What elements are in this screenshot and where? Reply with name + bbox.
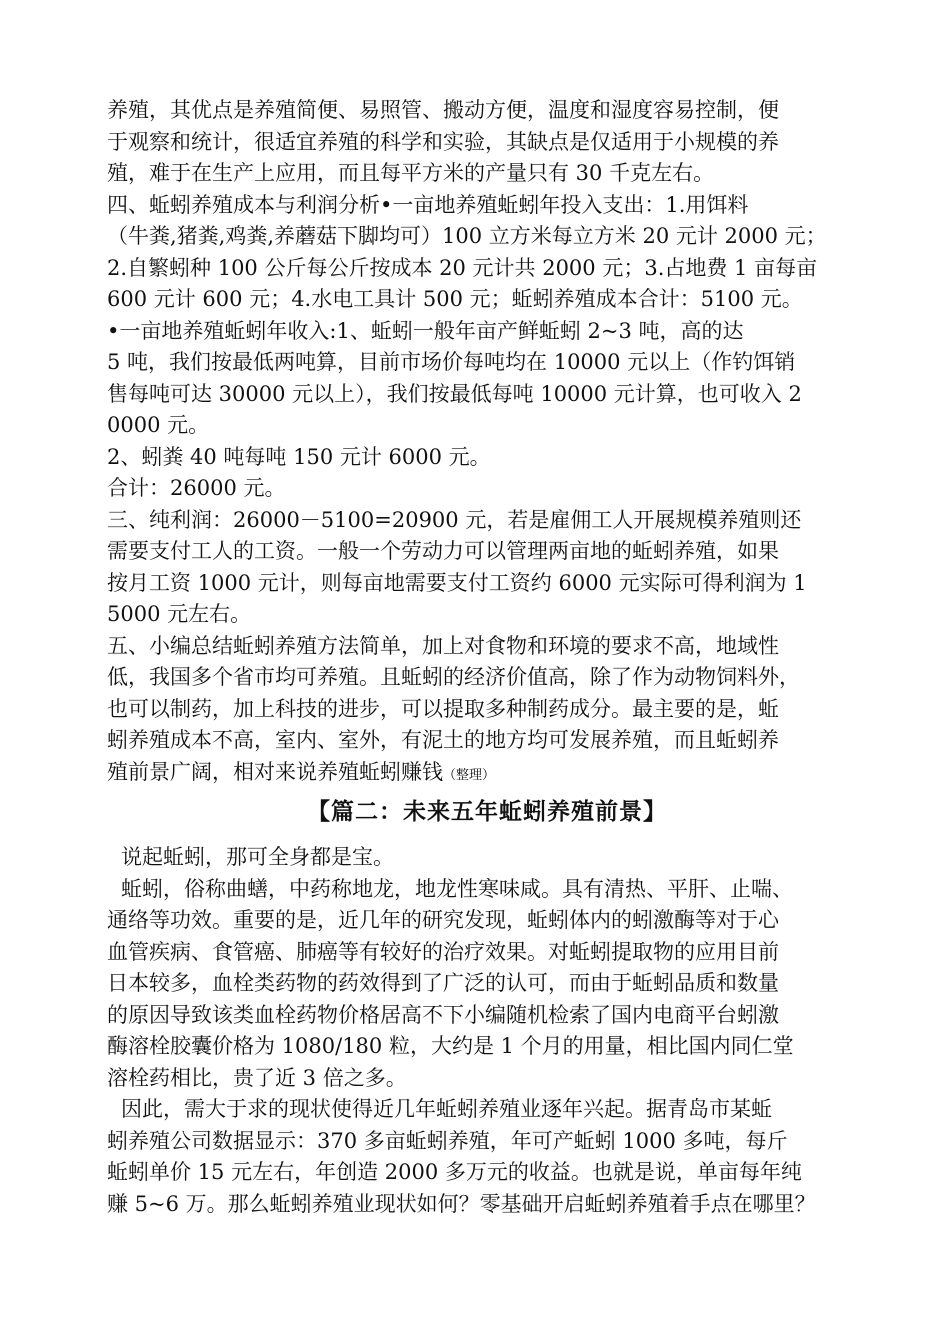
text-line: 的原因导致该类血栓药物价格居高不下小编随机检索了国内电商平台蚓激 bbox=[107, 1002, 779, 1027]
section-title: 【篇二：未来五年蚯蚓养殖前景】 bbox=[307, 798, 667, 825]
text-line-last bbox=[107, 757, 867, 789]
text-line: 也可以制药，加上科技的进步，可以提取多种制药成分。最主要的是，蚯 bbox=[107, 696, 779, 721]
text-line: 5000 元左右。 bbox=[107, 602, 252, 626]
text-line: 于观察和统计，很适宜养殖的科学和实验，其缺点是仅适用于小规模的养 bbox=[107, 129, 779, 154]
text-line: 五、小编总结蚯蚓养殖方法简单，加上对食物和环境的要求不高，地域性 bbox=[107, 633, 779, 658]
text-line-content: 殖前景广阔，相对来说养殖蚯蚓赚钱 bbox=[107, 759, 443, 784]
text-line: 说起蚯蚓，那可全身都是宝。 bbox=[121, 845, 394, 869]
text-line: 三、纯利润：26000－5100=20900 元，若是雇佣工人开展规模养殖则还 bbox=[107, 507, 802, 532]
section-one bbox=[107, 95, 867, 788]
text-line: 蚯蚓单价 15 元左右，年创造 2000 多万元的收益。也就是说，单亩每年纯 bbox=[107, 1160, 802, 1184]
text-line: 日本较多，血栓类药物的药效得到了广泛的认可，而由于蚯蚓品质和数量 bbox=[107, 971, 779, 995]
text-line: 0000 元。 bbox=[107, 413, 210, 437]
section-two bbox=[107, 842, 867, 1220]
text-line: 2.自繁蚓种 100 公斤每公斤按成本 20 元计共 2000 元；3.占地费 1 亩每亩 bbox=[107, 255, 818, 280]
text-line: 四、蚯蚓养殖成本与利润分析•一亩地养殖蚯蚓年投入支出：1.用饵料 bbox=[107, 192, 749, 217]
text-line: 蚓养殖成本不高，室内、室外，有泥土的地方均可发展养殖，而且蚯蚓养 bbox=[107, 728, 779, 752]
text-line: •一亩地养殖蚯蚓年收入:1、蚯蚓一般年亩产鲜蚯蚓 2~3 吨，高的达 bbox=[107, 318, 744, 343]
text-line: 2、蚓粪 40 吨每吨 150 元计 6000 元。 bbox=[107, 444, 491, 469]
text-line: 养殖，其优点是养殖简便、易照管、搬动方便，温度和湿度容易控制，便 bbox=[107, 98, 779, 122]
document-page bbox=[107, 95, 867, 1220]
text-line: 售每吨可达 30000 元以上），我们按最低每吨 10000 元计算，也可收入 2 bbox=[107, 381, 802, 406]
text-line: 血管疾病、食管癌、肺癌等有较好的治疗效果。对蚯蚓提取物的应用目前 bbox=[107, 939, 779, 964]
text-line: 通络等功效。重要的是，近几年的研究发现，蚯蚓体内的蚓激酶等对于心 bbox=[107, 908, 779, 932]
text-line: 赚 5~6 万。那么蚯蚓养殖业现状如何？零基础开启蚯蚓养殖着手点在哪里？ bbox=[107, 1191, 816, 1216]
text-line: 600 元计 600 元；4.水电工具计 500 元；蚯蚓养殖成本合计：5100 元。 bbox=[107, 287, 803, 311]
text-line: 需要支付工人的工资。一般一个劳动力可以管理两亩地的蚯蚓养殖，如果 bbox=[107, 539, 779, 563]
text-line: 殖，难于在生产上应用，而且每平方米的产量只有 30 千克左右。 bbox=[107, 161, 715, 185]
text-line: 酶溶栓胶囊价格为 1080/180 粒，大约是 1 个月的用量，相比国内同仁堂 bbox=[107, 1034, 794, 1058]
text-line: 蚯蚓，俗称曲蟮，中药称地龙，地龙性寒味咸。具有清热、平肝、止喘、 bbox=[121, 876, 793, 901]
text-line: （牛粪,猪粪,鸡粪,养蘑菇下脚均可）100 立方米每立方米 20 元计 2000 元； bbox=[107, 224, 827, 248]
source-note: （整理） bbox=[443, 767, 496, 783]
text-line: 溶栓药相比，贵了近 3 倍之多。 bbox=[107, 1065, 407, 1090]
text-line: 5 吨，我们按最低两吨算，目前市场价每吨均在 10000 元以上（作钓饵销 bbox=[107, 350, 796, 374]
text-line: 蚓养殖公司数据显示：370 多亩蚯蚓养殖，年可产蚯蚓 1000 多吨，每斤 bbox=[107, 1128, 788, 1153]
text-line: 按月工资 1000 元计，则每亩地需要支付工资约 6000 元实际可得利润为 1 bbox=[107, 570, 807, 595]
text-line: 因此，需大于求的现状使得近几年蚯蚓养殖业逐年兴起。据青岛市某蚯 bbox=[121, 1097, 772, 1121]
text-line: 低，我国多个省市均可养殖。且蚯蚓的经济价值高，除了作为动物饲料外， bbox=[107, 665, 800, 689]
text-line: 合计：26000 元。 bbox=[107, 476, 286, 500]
